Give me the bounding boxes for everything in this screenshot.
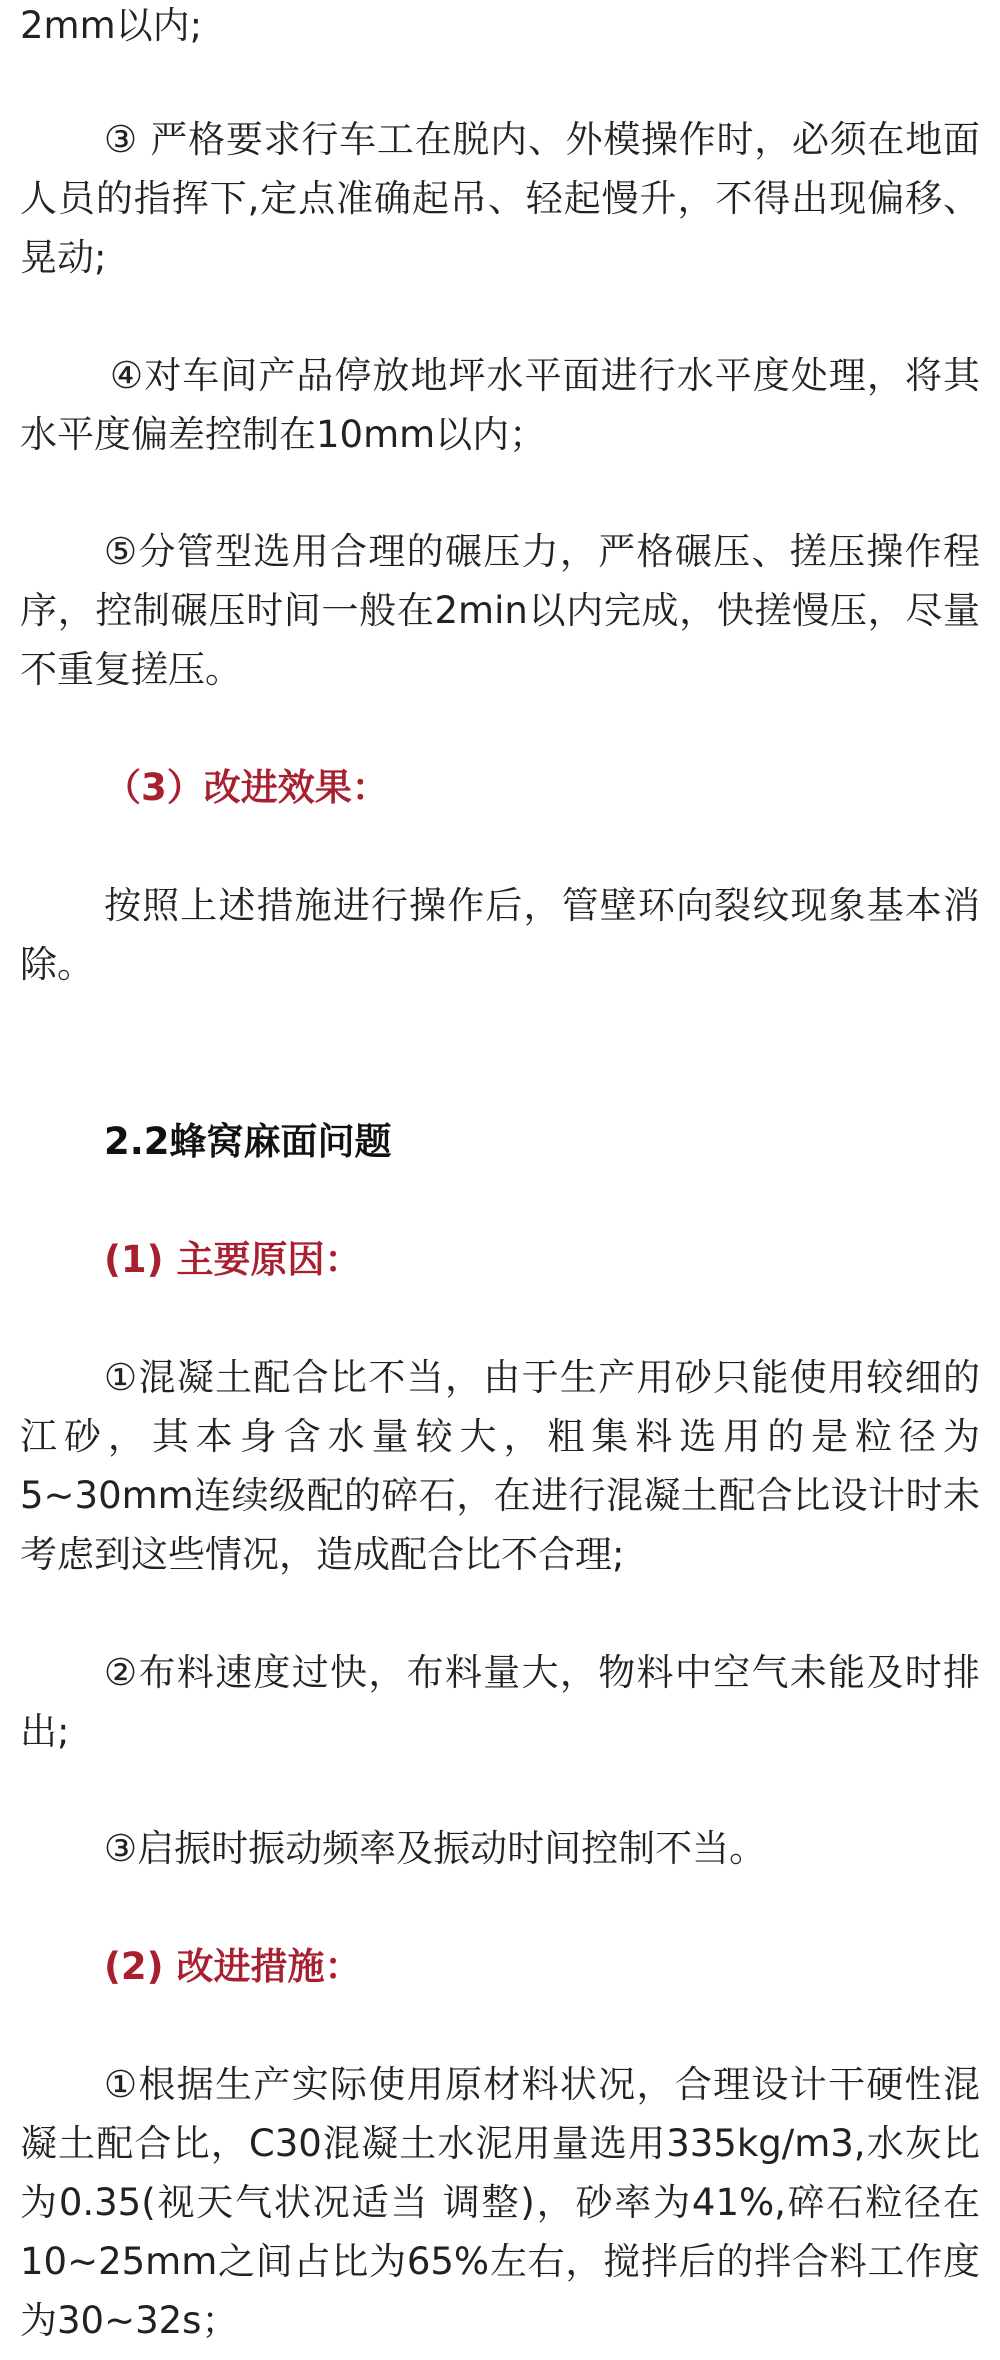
- heading-improvement-effect: （3）改进效果：: [104, 766, 389, 809]
- section-heading-honeycomb: 2.2蜂窝麻面问题: [104, 1120, 392, 1163]
- paragraph-cause-3: ③启振时振动频率及振动时间控制不当。: [104, 1827, 767, 1870]
- paragraph-measure-1: ①根据生产实际使用原材料状况，合理设计干硬性混凝土配合比，C30混凝土水泥用量选用335kg/m3,水灰比为0.35(视天气状况适当 调整)，砂率为41%,碎石粒径在10~25mm之间占比为65%左右，搅拌后的拌合料工作度为30~32s；: [20, 2063, 980, 2342]
- paragraph-cause-1: ①混凝土配合比不当，由于生产用砂只能使用较细的江砂，其本身含水量较大，粗集料选用的是粒径为5~30mm连续级配的碎石，在进行混凝土配合比设计时未考虑到这些情况，造成配合比不合理;: [20, 1356, 980, 1576]
- paragraph-measure-5: ⑤分管型选用合理的碾压力，严格碾压、搓压操作程序，控制碾压时间一般在2min以内完成，快搓慢压，尽量不重复搓压。: [20, 530, 980, 691]
- paragraph-cause-2: ②布料速度过快，布料量大，物料中空气未能及时排出;: [20, 1651, 980, 1753]
- paragraph-effect: 按照上述措施进行操作后，管壁环向裂纹现象基本消除。: [20, 884, 980, 986]
- paragraph-measure-3: ③ 严格要求行车工在脱内、外模操作时，必须在地面人员的指挥下,定点准确起吊、轻起慢升，不得出现偏移、晃动;: [20, 118, 980, 279]
- heading-improvement-measures: (2) 改进措施：: [104, 1945, 362, 1988]
- paragraph-tail: 2mm以内;: [20, 4, 203, 47]
- heading-main-causes: (1) 主要原因：: [104, 1238, 362, 1281]
- paragraph-measure-4: ④对车间产品停放地坪水平面进行水平度处理，将其水平度偏差控制在10mm以内；: [20, 354, 980, 456]
